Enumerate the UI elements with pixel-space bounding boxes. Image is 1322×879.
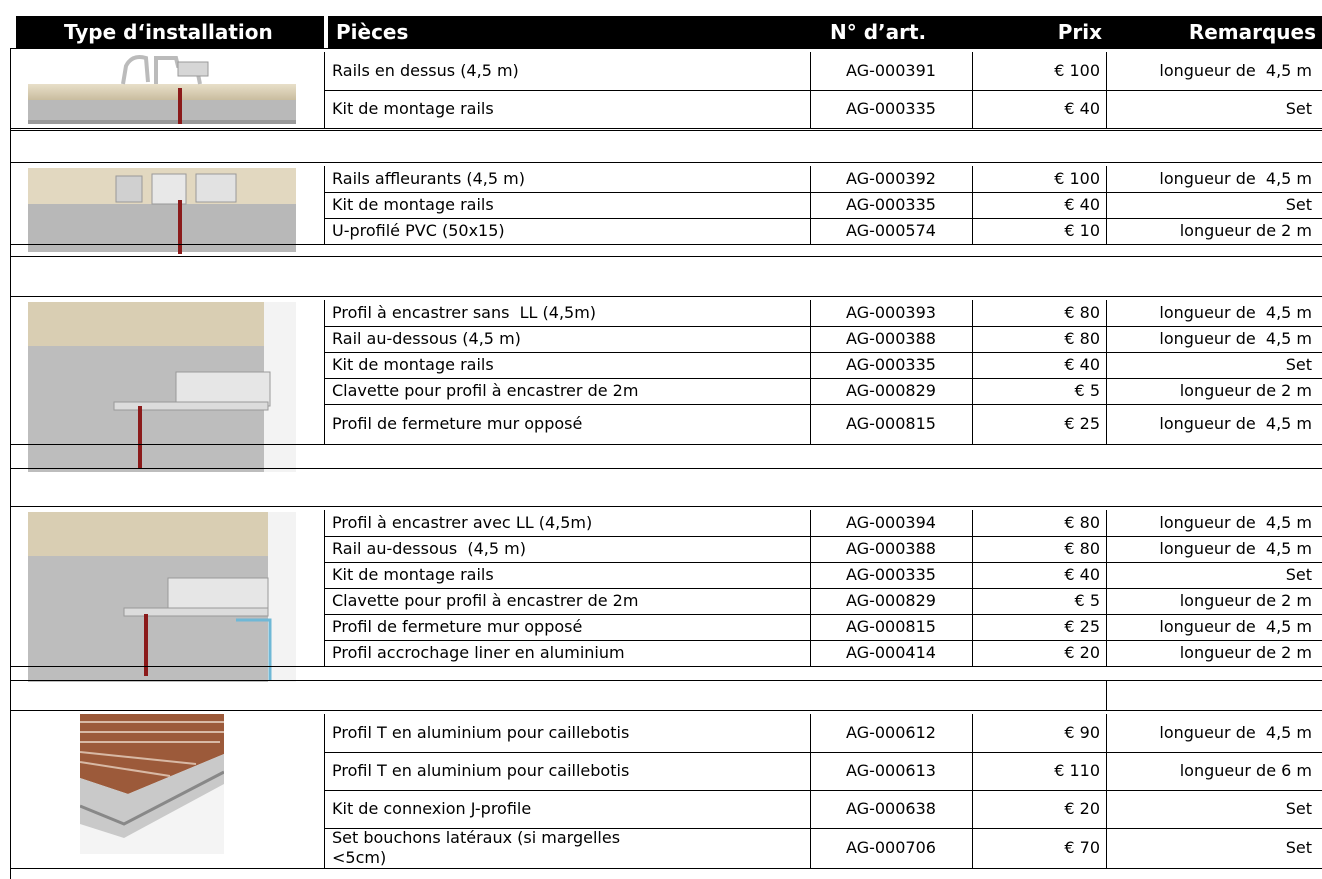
piece-cell: Clavette pour profil à encastrer de 2m <box>332 381 639 400</box>
price-cell: € 10 <box>1064 221 1100 240</box>
separator-top <box>10 680 1322 681</box>
column-divider <box>810 166 811 244</box>
article-number-cell: AG-000388 <box>846 539 936 558</box>
price-cell: € 20 <box>1064 799 1100 818</box>
row-divider <box>324 90 1322 91</box>
row-divider <box>324 378 1322 379</box>
piece-cell: U-profilé PVC (50x15) <box>332 221 505 240</box>
row-divider <box>324 562 1322 563</box>
article-number-cell: AG-000335 <box>846 195 936 214</box>
header-art <box>810 16 972 48</box>
piece-cell: Profil accrochage liner en aluminium <box>332 643 625 662</box>
table-top-border <box>10 48 1322 49</box>
article-number-cell: AG-000829 <box>846 381 936 400</box>
group-bottom-border <box>10 244 1322 245</box>
price-cell: € 80 <box>1064 513 1100 532</box>
column-divider <box>810 300 811 444</box>
piece-cell: Profil T en aluminium pour caillebotis <box>332 723 630 742</box>
remark-cell: longueur de 4,5 m <box>1159 61 1312 80</box>
piece-cell: Kit de montage rails <box>332 99 494 118</box>
article-number-cell: AG-000392 <box>846 169 936 188</box>
header-remarques-label: Remarques <box>1188 20 1316 44</box>
remark-cell: Set <box>1285 99 1312 118</box>
price-cell: € 25 <box>1064 617 1100 636</box>
column-divider <box>972 52 973 128</box>
price-cell: € 70 <box>1064 838 1100 857</box>
remark-cell: Set <box>1285 799 1312 818</box>
article-number-cell: AG-000829 <box>846 591 936 610</box>
separator-bottom <box>10 710 1322 711</box>
column-divider <box>1106 714 1107 868</box>
remark-cell: longueur de 2 m <box>1179 221 1312 240</box>
article-number-cell: AG-000638 <box>846 799 936 818</box>
grating-t-profile-illustration <box>80 714 224 854</box>
article-number-cell: AG-000393 <box>846 303 936 322</box>
rail-on-top-image <box>28 52 296 128</box>
row-divider <box>324 404 1322 405</box>
article-number-cell: AG-000335 <box>846 99 936 118</box>
flush-rail-image <box>28 168 296 256</box>
column-divider <box>324 166 325 244</box>
remark-cell: longueur de 4,5 m <box>1159 539 1312 558</box>
price-cell: € 5 <box>1074 591 1100 610</box>
price-cell: € 80 <box>1064 329 1100 348</box>
row-divider <box>324 218 1322 219</box>
article-number-cell: AG-000613 <box>846 761 936 780</box>
group-bottom-border <box>10 128 1322 129</box>
header-pieces <box>328 16 810 48</box>
table-left-border <box>10 48 11 879</box>
article-number-cell: AG-000388 <box>846 329 936 348</box>
remark-cell: longueur de 4,5 m <box>1159 329 1312 348</box>
price-cell: € 80 <box>1064 539 1100 558</box>
column-divider <box>972 300 973 444</box>
article-number-cell: AG-000706 <box>846 838 936 857</box>
piece-cell: Rails en dessus (4,5 m) <box>332 61 519 80</box>
remark-cell: longueur de 2 m <box>1179 591 1312 610</box>
piece-cell: Profil à encastrer sans LL (4,5m) <box>332 303 597 322</box>
article-number-cell: AG-000574 <box>846 221 936 240</box>
remark-cell: longueur de 6 m <box>1179 761 1312 780</box>
remark-cell: longueur de 4,5 m <box>1159 303 1312 322</box>
separator-top <box>10 130 1322 131</box>
remark-cell: longueur de 4,5 m <box>1159 513 1312 532</box>
piece-cell: Set bouchons latéraux (si margelles <5cm) <box>332 828 621 867</box>
row-divider <box>324 352 1322 353</box>
column-divider <box>324 52 325 128</box>
separator-top <box>10 256 1322 257</box>
column-divider <box>810 510 811 666</box>
remark-cell: Set <box>1285 355 1312 374</box>
header-type <box>16 16 324 48</box>
price-cell: € 80 <box>1064 303 1100 322</box>
header-art-label: N° d’art. <box>830 20 927 44</box>
column-divider <box>972 166 973 244</box>
price-cell: € 100 <box>1054 169 1100 188</box>
price-cell: € 110 <box>1054 761 1100 780</box>
row-divider <box>324 326 1322 327</box>
piece-cell: Rail au-dessous (4,5 m) <box>332 539 526 558</box>
piece-cell: Clavette pour profil à encastrer de 2m <box>332 591 639 610</box>
remark-cell: longueur de 4,5 m <box>1159 169 1312 188</box>
remark-cell: Set <box>1285 565 1312 584</box>
header-prix <box>972 16 1106 48</box>
piece-cell: Profil de fermeture mur opposé <box>332 617 583 636</box>
piece-cell: Profil T en aluminium pour caillebotis <box>332 761 630 780</box>
remark-cell: longueur de 4,5 m <box>1159 723 1312 742</box>
separator-bottom <box>10 162 1322 163</box>
price-cell: € 20 <box>1064 643 1100 662</box>
group-bottom-border <box>10 444 1322 445</box>
remark-cell: Set <box>1285 838 1312 857</box>
header-prix-label: Prix <box>1057 20 1102 44</box>
recessed-profile-with-ll-illustration <box>28 512 296 682</box>
column-divider <box>1106 166 1107 244</box>
header-pieces-label: Pièces <box>336 20 409 44</box>
column-divider <box>972 510 973 666</box>
row-divider <box>324 536 1322 537</box>
row-divider <box>324 790 1322 791</box>
piece-cell: Kit de montage rails <box>332 355 494 374</box>
column-divider <box>324 300 325 444</box>
article-number-cell: AG-000612 <box>846 723 936 742</box>
price-cell: € 5 <box>1074 381 1100 400</box>
price-cell: € 40 <box>1064 195 1100 214</box>
article-number-cell: AG-000335 <box>846 565 936 584</box>
remark-cell: longueur de 2 m <box>1179 381 1312 400</box>
piece-cell: Kit de montage rails <box>332 565 494 584</box>
flush-rail-illustration <box>28 168 296 256</box>
group-bottom-border <box>10 666 1322 667</box>
column-divider <box>324 714 325 868</box>
piece-cell: Rail au-dessous (4,5 m) <box>332 329 521 348</box>
price-cell: € 40 <box>1064 355 1100 374</box>
recessed-profile-without-ll-image <box>28 302 296 472</box>
price-cell: € 40 <box>1064 565 1100 584</box>
remark-cell: longueur de 4,5 m <box>1159 617 1312 636</box>
piece-cell: Kit de montage rails <box>332 195 494 214</box>
price-cell: € 100 <box>1054 61 1100 80</box>
header-type-label: Type d‘installation <box>64 20 273 44</box>
price-cell: € 25 <box>1064 414 1100 433</box>
remark-cell: Set <box>1285 195 1312 214</box>
column-divider <box>1106 300 1107 444</box>
piece-cell: Profil de fermeture mur opposé <box>332 414 583 433</box>
remark-cell: longueur de 2 m <box>1179 643 1312 662</box>
article-number-cell: AG-000815 <box>846 617 936 636</box>
separator-bottom <box>10 506 1322 507</box>
recessed-profile-with-ll-image <box>28 512 296 682</box>
column-divider <box>324 510 325 666</box>
article-number-cell: AG-000391 <box>846 61 936 80</box>
piece-cell: Rails affleurants (4,5 m) <box>332 169 525 188</box>
group-bottom-border <box>10 868 1322 869</box>
piece-cell: Profil à encastrer avec LL (4,5m) <box>332 513 593 532</box>
column-divider <box>1106 52 1107 128</box>
row-divider <box>324 192 1322 193</box>
article-number-cell: AG-000414 <box>846 643 936 662</box>
rail-on-top-illustration <box>28 52 296 128</box>
recessed-profile-without-ll-illustration <box>28 302 296 472</box>
row-divider <box>324 640 1322 641</box>
grating-t-profile-image <box>80 714 224 854</box>
separator-bottom <box>10 296 1322 297</box>
article-number-cell: AG-000394 <box>846 513 936 532</box>
article-number-cell: AG-000815 <box>846 414 936 433</box>
row-divider <box>324 752 1322 753</box>
piece-cell: Kit de connexion J-profile <box>332 799 532 818</box>
article-number-cell: AG-000335 <box>846 355 936 374</box>
header-remarques <box>1106 16 1322 48</box>
separator-top <box>10 468 1322 469</box>
column-divider <box>810 714 811 868</box>
separator-column-divider <box>1106 680 1107 710</box>
column-divider <box>1106 510 1107 666</box>
price-cell: € 40 <box>1064 99 1100 118</box>
remark-cell: longueur de 4,5 m <box>1159 414 1312 433</box>
column-divider <box>972 714 973 868</box>
row-divider <box>324 588 1322 589</box>
column-divider <box>810 52 811 128</box>
row-divider <box>324 614 1322 615</box>
price-cell: € 90 <box>1064 723 1100 742</box>
